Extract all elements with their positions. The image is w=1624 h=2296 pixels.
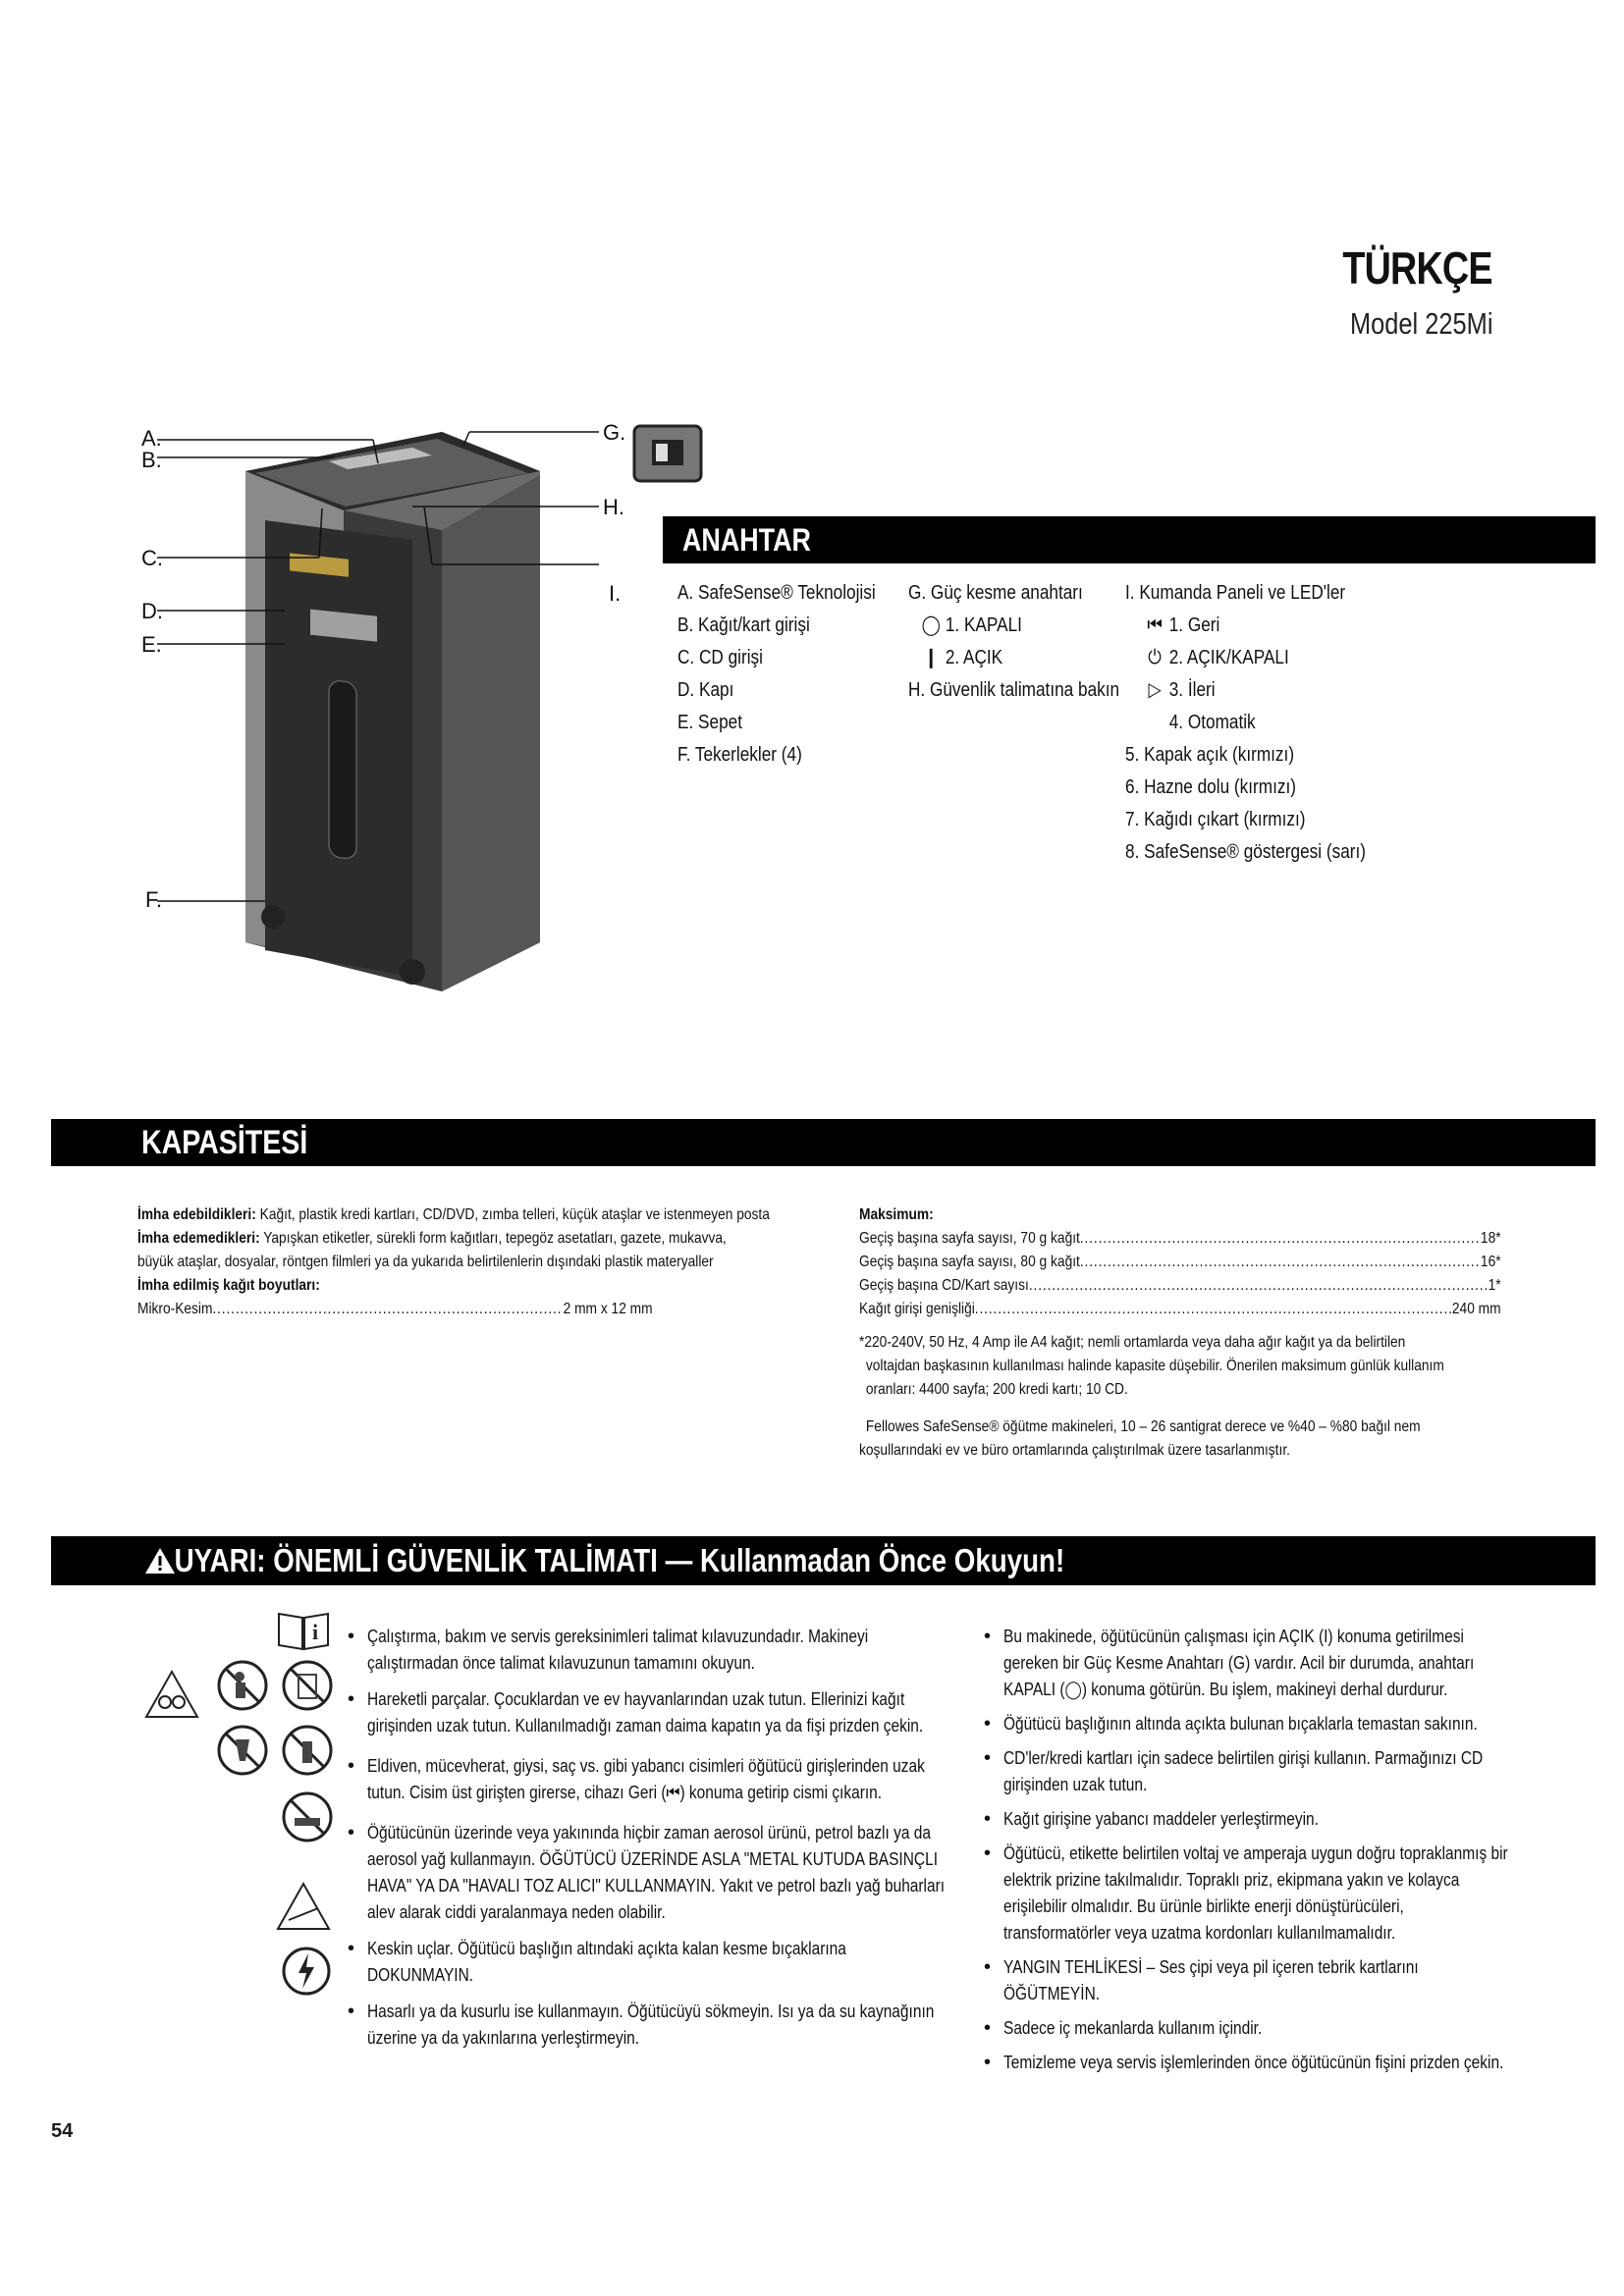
cannot-text-2: büyük ataşlar, dosyalar, röntgen filmleri ya da yukarıda belirtilenlerin dışındaki plastik materyaller [137,1254,714,1270]
shredder-illustration [118,412,668,1021]
safety-item: • Hareketli parçalar. Çocuklardan ve ev hayvanlarından uzak tutun. Ellerinizi kağıt girişinden uzak tutun. Kullanılmadığı zaman daima kapatın ya da fişi prizden çekin. [346,1686,954,1739]
key-list-parts [677,577,908,772]
key-item-i1: 1. Geri [1168,614,1220,636]
capacity-note-1: *220-240V, 50 Hz, 4 Amp ile A4 kağıt; nemli ortamlarda veya daha ağır kağıt ya da belirtilen [859,1334,1406,1351]
callout-b: B. [141,448,162,472]
capacity-note-3: oranları: 4400 sayfa; 200 kredi kartı; 10 CD. [865,1381,1128,1398]
safety-item: • Öğütücü başlığının altında açıkta bulunan bıçaklarla temastan sakının. [982,1711,1512,1737]
safety-item: • Kağıt girişine yabancı maddeler yerleştirmeyin. [982,1806,1512,1833]
max-row: Geçiş başına CD/Kart sayısı ..... 1* [859,1274,1501,1298]
capacity-left [137,1203,825,1321]
safety-item: • Öğütücünün üzerinde veya yakınında hiçbir zaman aerosol ürünü, petrol bazlı ya da aerosol yağ kullanmayın. ÖĞÜTÜCÜ ÜZERİNDE ASLA "METAL KUTUDA BASINÇLI HAVA" YA DA "HAVALI TOZ ALICI" KULLANMAYIN. Yakıt ve petrol bazlı yağ buharları alev alarak ciddi yaralanmaya neden olabilir. [346,1820,954,1926]
safety-item: • Temizleme veya servis işlemlerinden önce öğütücünün fişini prizden çekin. [982,2050,1512,2076]
safety-list-right [982,1624,1512,2082]
svg-text:i: i [312,1620,319,1644]
capacity-note-5: koşullarındaki ev ve büro ortamlarında çalıştırılmak üzere tasarlanmıştır. [859,1442,1290,1459]
power-icon: ⏻ [1148,647,1162,668]
key-item-g2: 2. AÇIK [945,647,1003,668]
no-oil-icon [281,1790,334,1843]
capacity-section-title: KAPASİTESİ [51,1119,1596,1166]
key-item-g: G. Güç kesme anahtarı [908,582,1083,604]
max-row: Kağıt girişi genişliği ..... 240 mm [859,1298,1501,1321]
key-item-h: H. Güvenlik talimatına bakın [908,679,1120,701]
safety-item: • Eldiven, mücevherat, giysi, saç vs. gibi yabancı cisimleri öğütücü girişlerinden uzak tutun. Cisim üst girişten girerse, cihazı Geri (⏮) konuma getirip cismi çıkarın. [346,1753,954,1806]
max-row: Geçiş başına sayfa sayısı, 80 g kağıt ..... 16* [859,1251,1501,1274]
safety-item: • YANGIN TEHLİKESİ – Ses çipi veya pil içeren tebrik kartlarını ÖĞÜTMEYİN. [982,1954,1512,2007]
capacity-note-2: voltajdan başkasının kullanılması halinde kapasite düşebilir. Önerilen maksimum günlük kullanım [865,1358,1444,1374]
no-children-icon [216,1659,269,1712]
can-label: İmha edebildikleri: [137,1206,256,1223]
moving-parts-warning-icon [143,1669,200,1720]
warning-section-title: UYARI: ÖNEMLİ GÜVENLİK TALİMATI — Kullanmadan Önce Okuyun! [51,1536,1596,1585]
callout-e: E. [141,632,162,657]
safety-item: • CD'ler/kredi kartları için sadece belirtilen girişi kullanın. Parmağınızı CD girişinden uzak tutun. [982,1745,1512,1798]
page-number: 54 [51,2120,74,2142]
no-hands-icon [281,1659,334,1712]
key-list-panel [1125,577,1405,869]
key-item-b: B. Kağıt/kart girişi [677,614,810,636]
max-row: Geçiş başına sayfa sayısı, 70 g kağıt ..... 18* [859,1227,1501,1251]
callout-g: G. [603,420,626,445]
off-circle-icon: ◯ [921,614,941,636]
on-bar-icon: ❙ [924,647,939,668]
no-aerosol-icon [281,1724,334,1777]
cannot-label: İmha edemedikleri: [137,1230,260,1247]
key-item-i4: 4. Otomatik [1168,712,1256,733]
size-row: Mikro-Kesim ..... 2 mm x 12 mm [137,1298,653,1321]
cannot-text-1: Yapışkan etiketler, sürekli form kağıtları, tepegöz asetatları, gazete, mukavva, [263,1230,727,1247]
model-title: Model 225Mi [1349,306,1492,341]
power-switch-icon [632,424,703,483]
safety-item: • Sadece iç mekanlarda kullanım içindir. [982,2015,1512,2042]
safety-list-left [346,1624,954,2057]
key-item-i3: 3. İleri [1168,679,1216,701]
safety-item: • Çalıştırma, bakım ve servis gereksinimleri talimat kılavuzundadır. Makineyi çalıştırmadan önce talimat kılavuzunun tamamını okuyun. [346,1624,954,1677]
capacity-right [859,1203,1507,1463]
key-item-i2: 2. AÇIK/KAPALI [1168,647,1289,668]
key-item-e: E. Sepet [677,712,742,733]
key-item-g1: 1. KAPALI [945,614,1022,636]
capacity-note-4: Fellowes SafeSense® öğütme makineleri, 10 – 26 santigrat derece ve %40 – %80 bağıl nem [865,1418,1421,1435]
key-list-switch [908,577,1154,707]
callout-a: A. [141,426,162,451]
callout-h: H. [603,495,624,519]
key-item-c: C. CD girişi [677,647,763,668]
read-manual-icon [277,1610,330,1651]
key-item-i7: 7. Kağıdı çıkart (kırmızı) [1125,809,1306,830]
key-item-i8: 8. SafeSense® göstergesi (sarı) [1125,841,1366,863]
key-item-a: A. SafeSense® Teknolojisi [677,582,876,604]
reverse-icon: ⏮ [1147,614,1163,636]
key-item-i6: 6. Hazne dolu (kırmızı) [1125,776,1296,798]
key-item-i: I. Kumanda Paneli ve LED'ler [1125,582,1346,604]
language-title: TÜRKÇE [1342,242,1492,294]
callout-c: C. [141,546,163,570]
size-label: İmha edilmiş kağıt boyutları: [137,1277,320,1294]
callout-i: I. [609,581,622,606]
electric-shock-icon [281,1946,332,1997]
safety-item: • Bu makinede, öğütücünün çalışması için AÇIK (I) konuma getirilmesi gereken bir Güç Kesme Anahtarı (G) vardır. Acil bir durumda, anahtarı KAPALI (◯) konuma götürün. Bu işlem, makineyi derhal durdurur. [982,1624,1512,1703]
safety-item: • Keskin uçlar. Öğütücü başlığın altındaki açıkta kalan kesme bıçaklarına DOKUNMAYIN. [346,1936,954,1989]
no-ties-icon [216,1724,269,1777]
forward-icon: ▷ [1148,679,1162,701]
max-label: Maksimum: [859,1206,934,1223]
key-item-d: D. Kapı [677,679,734,701]
sharp-blades-warning-icon [275,1881,332,1932]
can-text: Kağıt, plastik kredi kartları, CD/DVD, zımba telleri, küçük ataşlar ve istenmeyen posta [259,1206,770,1223]
key-section-title: ANAHTAR [663,516,1596,563]
callout-d: D. [141,599,163,623]
safety-item: • Hasarlı ya da kusurlu ise kullanmayın. Öğütücüyü sökmeyin. Isı ya da su kaynağının üzerine ya da yakınlarına yerleştirmeyin. [346,1999,954,2052]
key-item-f: F. Tekerlekler (4) [677,744,802,766]
callout-f: F. [145,887,163,912]
key-item-i5: 5. Kapak açık (kırmızı) [1125,744,1295,766]
safety-item: • Öğütücü, etikette belirtilen voltaj ve amperaja uygun doğru topraklanmış bir elektrik prizine takılmalıdır. Topraklı priz, ekipmana yakın ve kolayca erişilebilir olmalıdır. Bu ürünle birlikte enerji dönüştürücüleri, transformatörler veya uzatma kordonları kullanılmamalıdır. [982,1841,1512,1947]
